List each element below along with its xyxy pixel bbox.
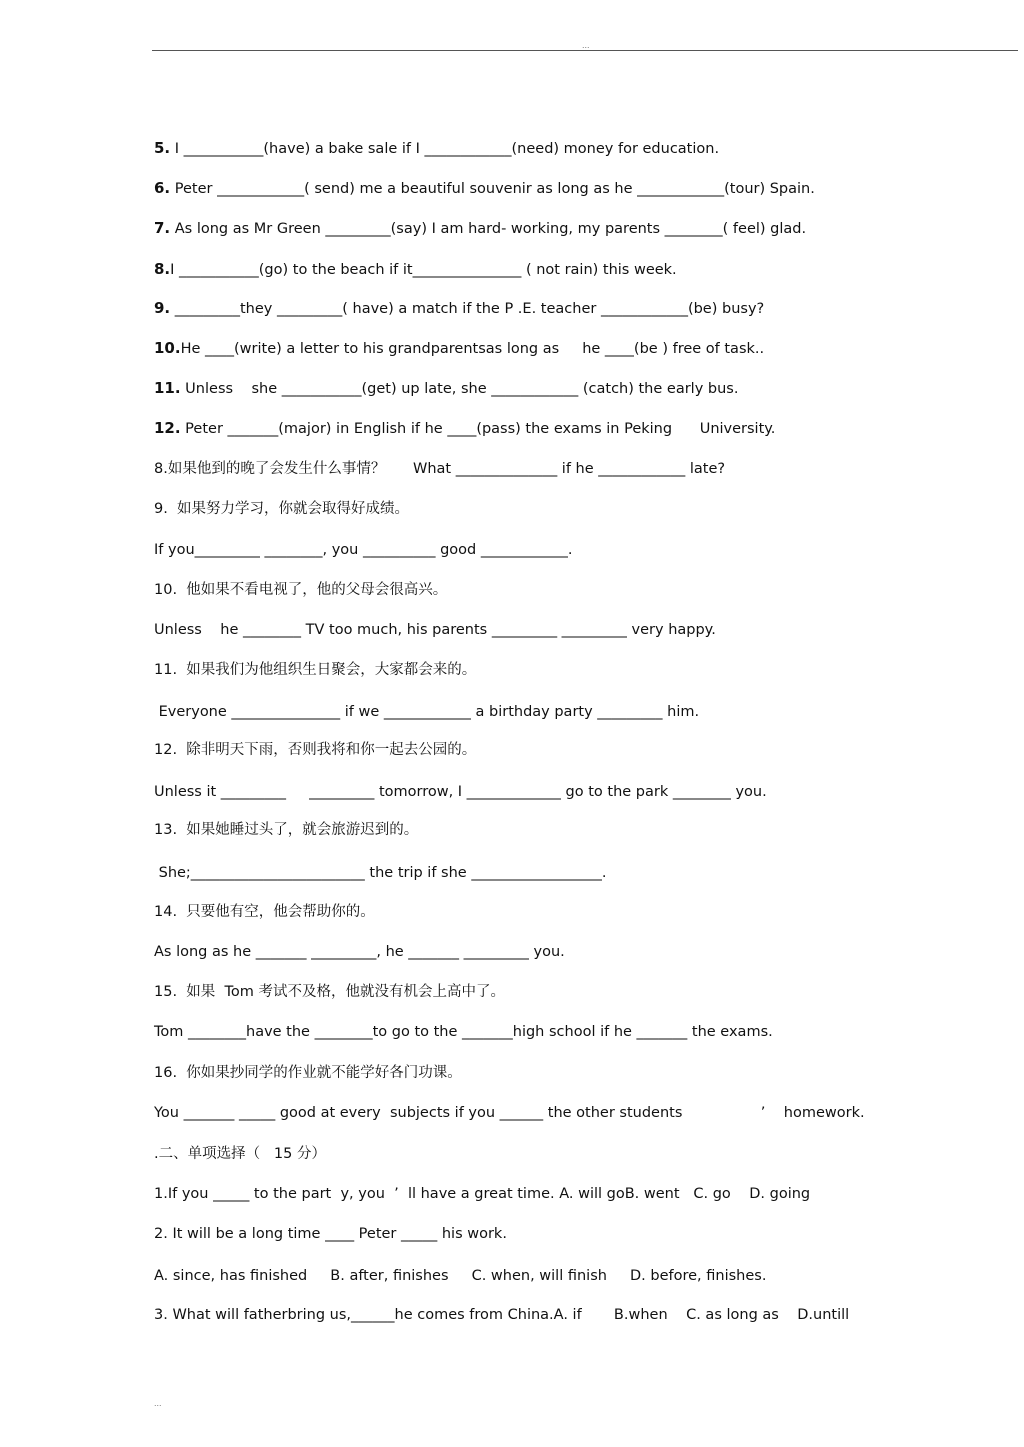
exercise-line <box>154 138 719 158</box>
line-text: Unless it _________ _________ tomorrow, I _____________ go to the park ________ you. <box>154 784 767 800</box>
translation-prompt <box>154 580 447 600</box>
line-text: Peter ____________( send) me a beautiful souvenir as long as he ____________(tour) Spain. <box>170 181 815 197</box>
translation-prompt <box>154 982 505 1002</box>
line-text: Peter _______(major) in English if he ____(pass) the exams in Peking University. <box>180 421 776 437</box>
exercise-line <box>154 218 806 238</box>
exercise-line <box>154 338 764 358</box>
translation-prompt <box>154 902 375 922</box>
exercise-line <box>154 178 815 198</box>
line-text: Unless she ___________(get) up late, she ____________ (catch) the early bus. <box>180 381 739 397</box>
item-number: 6. <box>154 179 171 197</box>
translation-answer <box>154 1022 773 1042</box>
line-text: .二、单项选择（ 15 分） <box>154 1146 326 1162</box>
line-text: Unless he ________ TV too much, his parents _________ _________ very happy. <box>154 622 716 638</box>
line-text: 12. 除非明天下雨，否则我将和你一起去公园的。 <box>154 742 477 758</box>
translation-answer <box>154 1103 865 1123</box>
exercise-line <box>154 418 775 438</box>
line-text: A. since, has finished B. after, finishes C. when, will finish D. before, finishes. <box>154 1268 767 1284</box>
translation-prompt <box>154 499 409 519</box>
item-number: 12. <box>154 419 181 437</box>
item-number: 8. <box>154 260 171 278</box>
line-text: 2. It will be a long time ____ Peter _____ his work. <box>154 1226 507 1242</box>
line-text: 14. 只要他有空，他会帮助你的。 <box>154 904 375 920</box>
choice-options <box>154 1266 766 1286</box>
translation-answer <box>154 540 572 560</box>
header-dots: ... <box>582 40 590 50</box>
line-text: 1.If you _____ to the part y, you ’ ll have a great time. A. will goB. went C. go D. going <box>154 1186 811 1202</box>
line-text: 10. 他如果不看电视了，他的父母会很高兴。 <box>154 582 448 598</box>
choice-question <box>154 1184 810 1204</box>
exercise-line <box>154 298 764 318</box>
translation-prompt <box>154 660 476 680</box>
line-text: I ___________(have) a bake sale if I ____________(need) money for education. <box>170 141 720 157</box>
line-text: He ____(write) a letter to his grandparentsas long as he ____(be ) free of task.. <box>180 341 765 357</box>
line-text: She;________________________ the trip if she __________________. <box>154 865 607 881</box>
choice-question <box>154 1305 849 1325</box>
exercise-line <box>154 259 677 279</box>
translation-question <box>154 459 725 479</box>
line-text: Tom ________have the ________to go to the _______high school if he _______ the exams. <box>154 1024 773 1040</box>
line-text: As long as Mr Green _________(say) I am hard- working, my parents ________( feel) glad. <box>170 221 807 237</box>
line-text: Everyone _______________ if we ____________ a birthday party _________ him. <box>154 704 700 720</box>
item-number: 5. <box>154 139 171 157</box>
line-text: 3. What will fatherbring us,______he comes from China.A. if B.when C. as long as D.untill <box>154 1307 850 1323</box>
header-rule <box>152 50 1018 51</box>
translation-answer <box>154 942 565 962</box>
translation-prompt <box>154 820 418 840</box>
line-text: 15. 如果 Tom 考试不及格，他就没有机会上高中了。 <box>154 984 505 1000</box>
item-number: 7. <box>154 219 171 237</box>
line-text: If you_________ ________, you __________ good ____________. <box>154 542 573 558</box>
translation-answer <box>154 620 716 640</box>
section-heading <box>154 1144 326 1164</box>
choice-question <box>154 1224 507 1244</box>
line-text: You _______ _____ good at every subjects if you ______ the other students ’ homework. <box>154 1105 865 1121</box>
translation-answer <box>154 863 606 883</box>
line-text: I ___________(go) to the beach if it_______________ ( not rain) this week. <box>170 262 677 278</box>
line-text: 8.如果他到的晚了会发生什么事情？ What ______________ if he ____________ late? <box>154 461 726 477</box>
line-text: 13. 如果她睡过头了，就会旅游迟到的。 <box>154 822 419 838</box>
line-text: _________they _________( have) a match if the P .E. teacher ____________(be) busy? <box>170 301 765 317</box>
translation-answer <box>154 702 699 722</box>
item-number: 10. <box>154 339 181 357</box>
translation-answer <box>154 782 767 802</box>
line-text: 11. 如果我们为他组织生日聚会，大家都会来的。 <box>154 662 477 678</box>
line-text: As long as he _______ _________, he _______ _________ you. <box>154 944 565 960</box>
item-number: 11. <box>154 379 181 397</box>
translation-prompt <box>154 740 476 760</box>
footer-dots: ... <box>154 1398 162 1408</box>
translation-prompt <box>154 1063 462 1083</box>
line-text: 9. 如果努力学习，你就会取得好成绩。 <box>154 501 410 517</box>
exercise-line <box>154 378 738 398</box>
line-text: 16. 你如果抄同学的作业就不能学好各门功课。 <box>154 1065 462 1081</box>
item-number: 9. <box>154 299 171 317</box>
